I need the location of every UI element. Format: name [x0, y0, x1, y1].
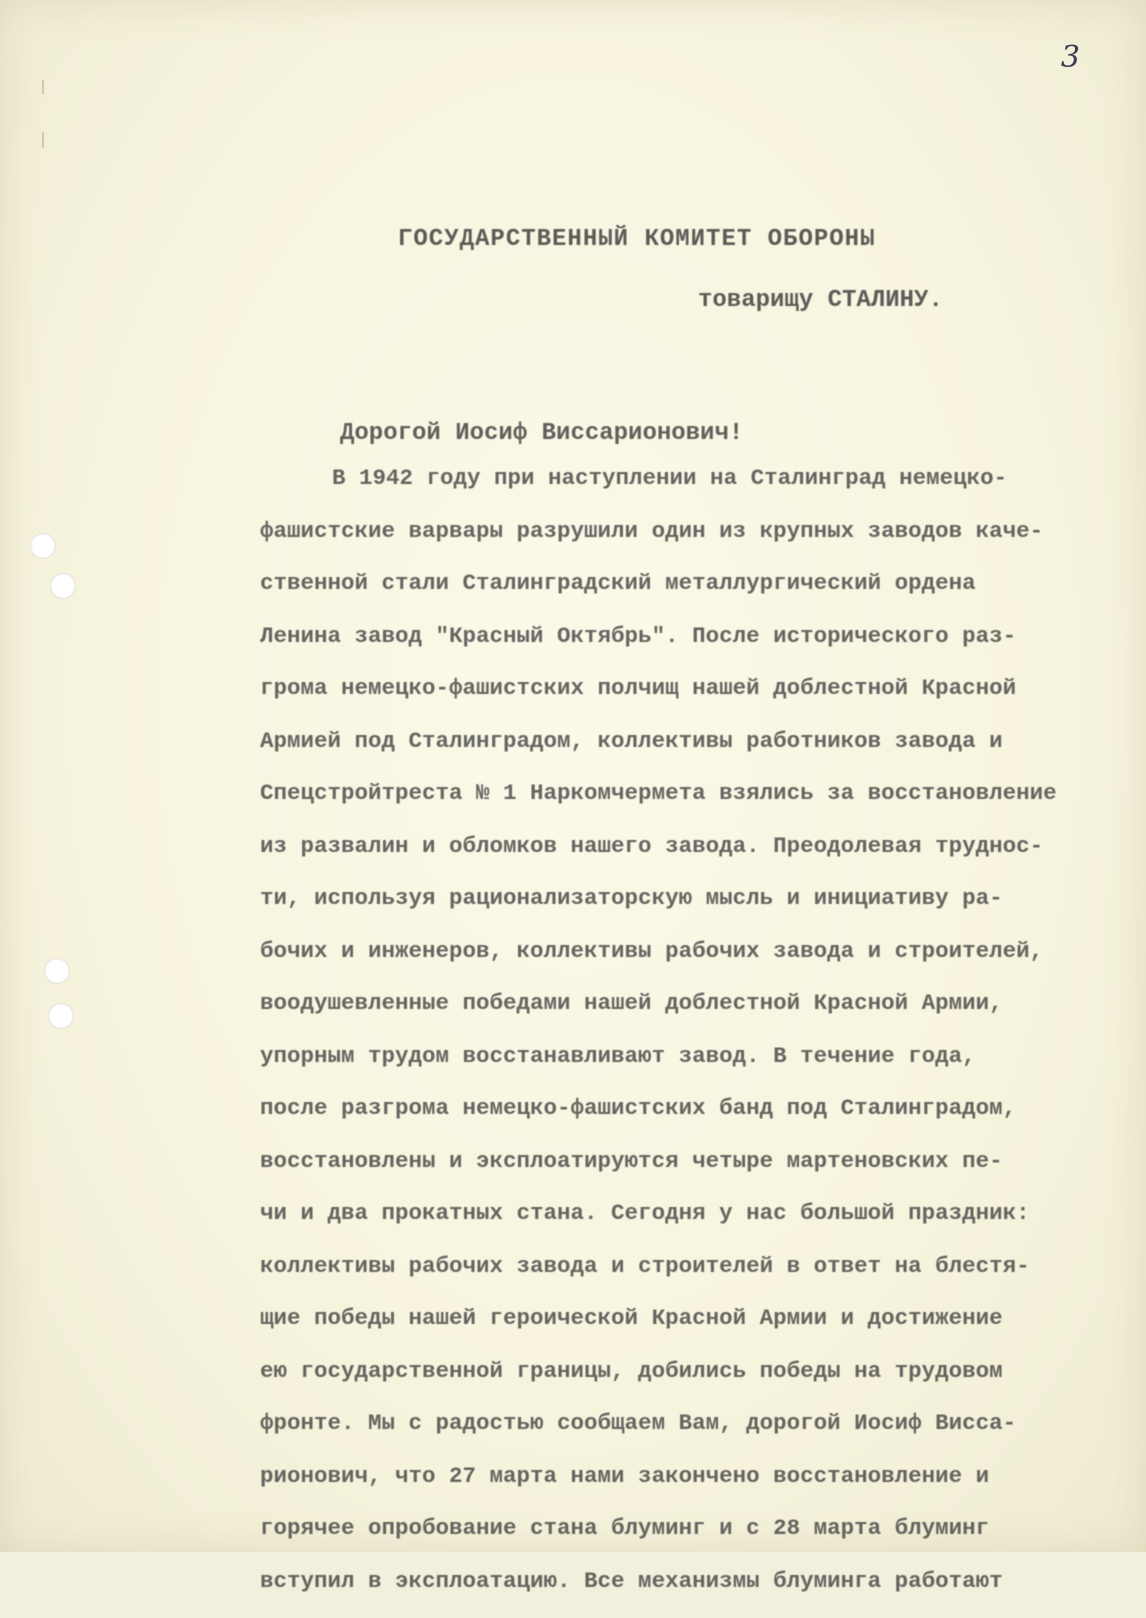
- punch-hole: [50, 573, 76, 599]
- body-line: ти, используя рационализаторскую мысль и инициативу ра-: [260, 883, 1120, 936]
- body-line: щие победы нашей героической Красной Армии и достижение: [260, 1303, 1120, 1356]
- body-line: Армией под Сталинградом, коллективы работников завода и: [260, 726, 1120, 779]
- body-line: упорным трудом восстанавливают завод. В течение года,: [260, 1041, 1120, 1094]
- body-line: воодушевленные победами нашей доблестной Красной Армии,: [260, 988, 1120, 1041]
- body-line: коллективы рабочих завода и строителей в ответ на блестя-: [260, 1251, 1120, 1304]
- edge-mark: [42, 80, 44, 94]
- body-line: Ленина завод "Красный Октябрь". После исторического раз-: [260, 621, 1120, 674]
- body-line: восстановлены и эксплоатируются четыре мартеновских пе-: [260, 1146, 1120, 1199]
- body-line: из развалин и обломков нашего завода. Преодолевая труднос-: [260, 831, 1120, 884]
- body-line: чи и два прокатных стана. Сегодня у нас большой праздник:: [260, 1198, 1120, 1251]
- body-line: горячее опробование стана блуминг и с 28 марта блуминг: [260, 1513, 1120, 1566]
- addressee: товарищу СТАЛИНУ.: [698, 287, 943, 314]
- edge-mark: [42, 132, 44, 148]
- letter-body: [260, 463, 1120, 1618]
- document-heading: ГОСУДАРСТВЕННЫЙ КОМИТЕТ ОБОРОНЫ: [398, 226, 875, 253]
- salutation: Дорогой Иосиф Виссарионович!: [340, 420, 743, 447]
- body-line: после разгрома немецко-фашистских банд под Сталинградом,: [260, 1093, 1120, 1146]
- body-line: ею государственной границы, добились победы на трудовом: [260, 1356, 1120, 1409]
- body-line: фронте. Мы с радостью сообщаем Вам, дорогой Иосиф Висса-: [260, 1408, 1120, 1461]
- punch-hole: [30, 533, 56, 559]
- body-line: рионович, что 27 марта нами закончено восстановление и: [260, 1461, 1120, 1514]
- body-line: бочих и инженеров, коллективы рабочих завода и строителей,: [260, 936, 1120, 989]
- body-line: фашистские варвары разрушили один из крупных заводов каче-: [260, 516, 1120, 569]
- body-line: грома немецко-фашистских полчищ нашей доблестной Красной: [260, 673, 1120, 726]
- punch-hole: [48, 1003, 74, 1029]
- body-line: В 1942 году при наступлении на Сталинград немецко-: [260, 463, 1120, 516]
- body-line: Спецстройтреста № 1 Наркомчермета взялись за восстановление: [260, 778, 1120, 831]
- page-number: 3: [1061, 40, 1080, 75]
- punch-hole: [44, 958, 70, 984]
- body-line: ственной стали Сталинградский металлургический ордена: [260, 568, 1120, 621]
- body-line: вступил в эксплоатацию. Все механизмы блуминга работают: [260, 1566, 1120, 1618]
